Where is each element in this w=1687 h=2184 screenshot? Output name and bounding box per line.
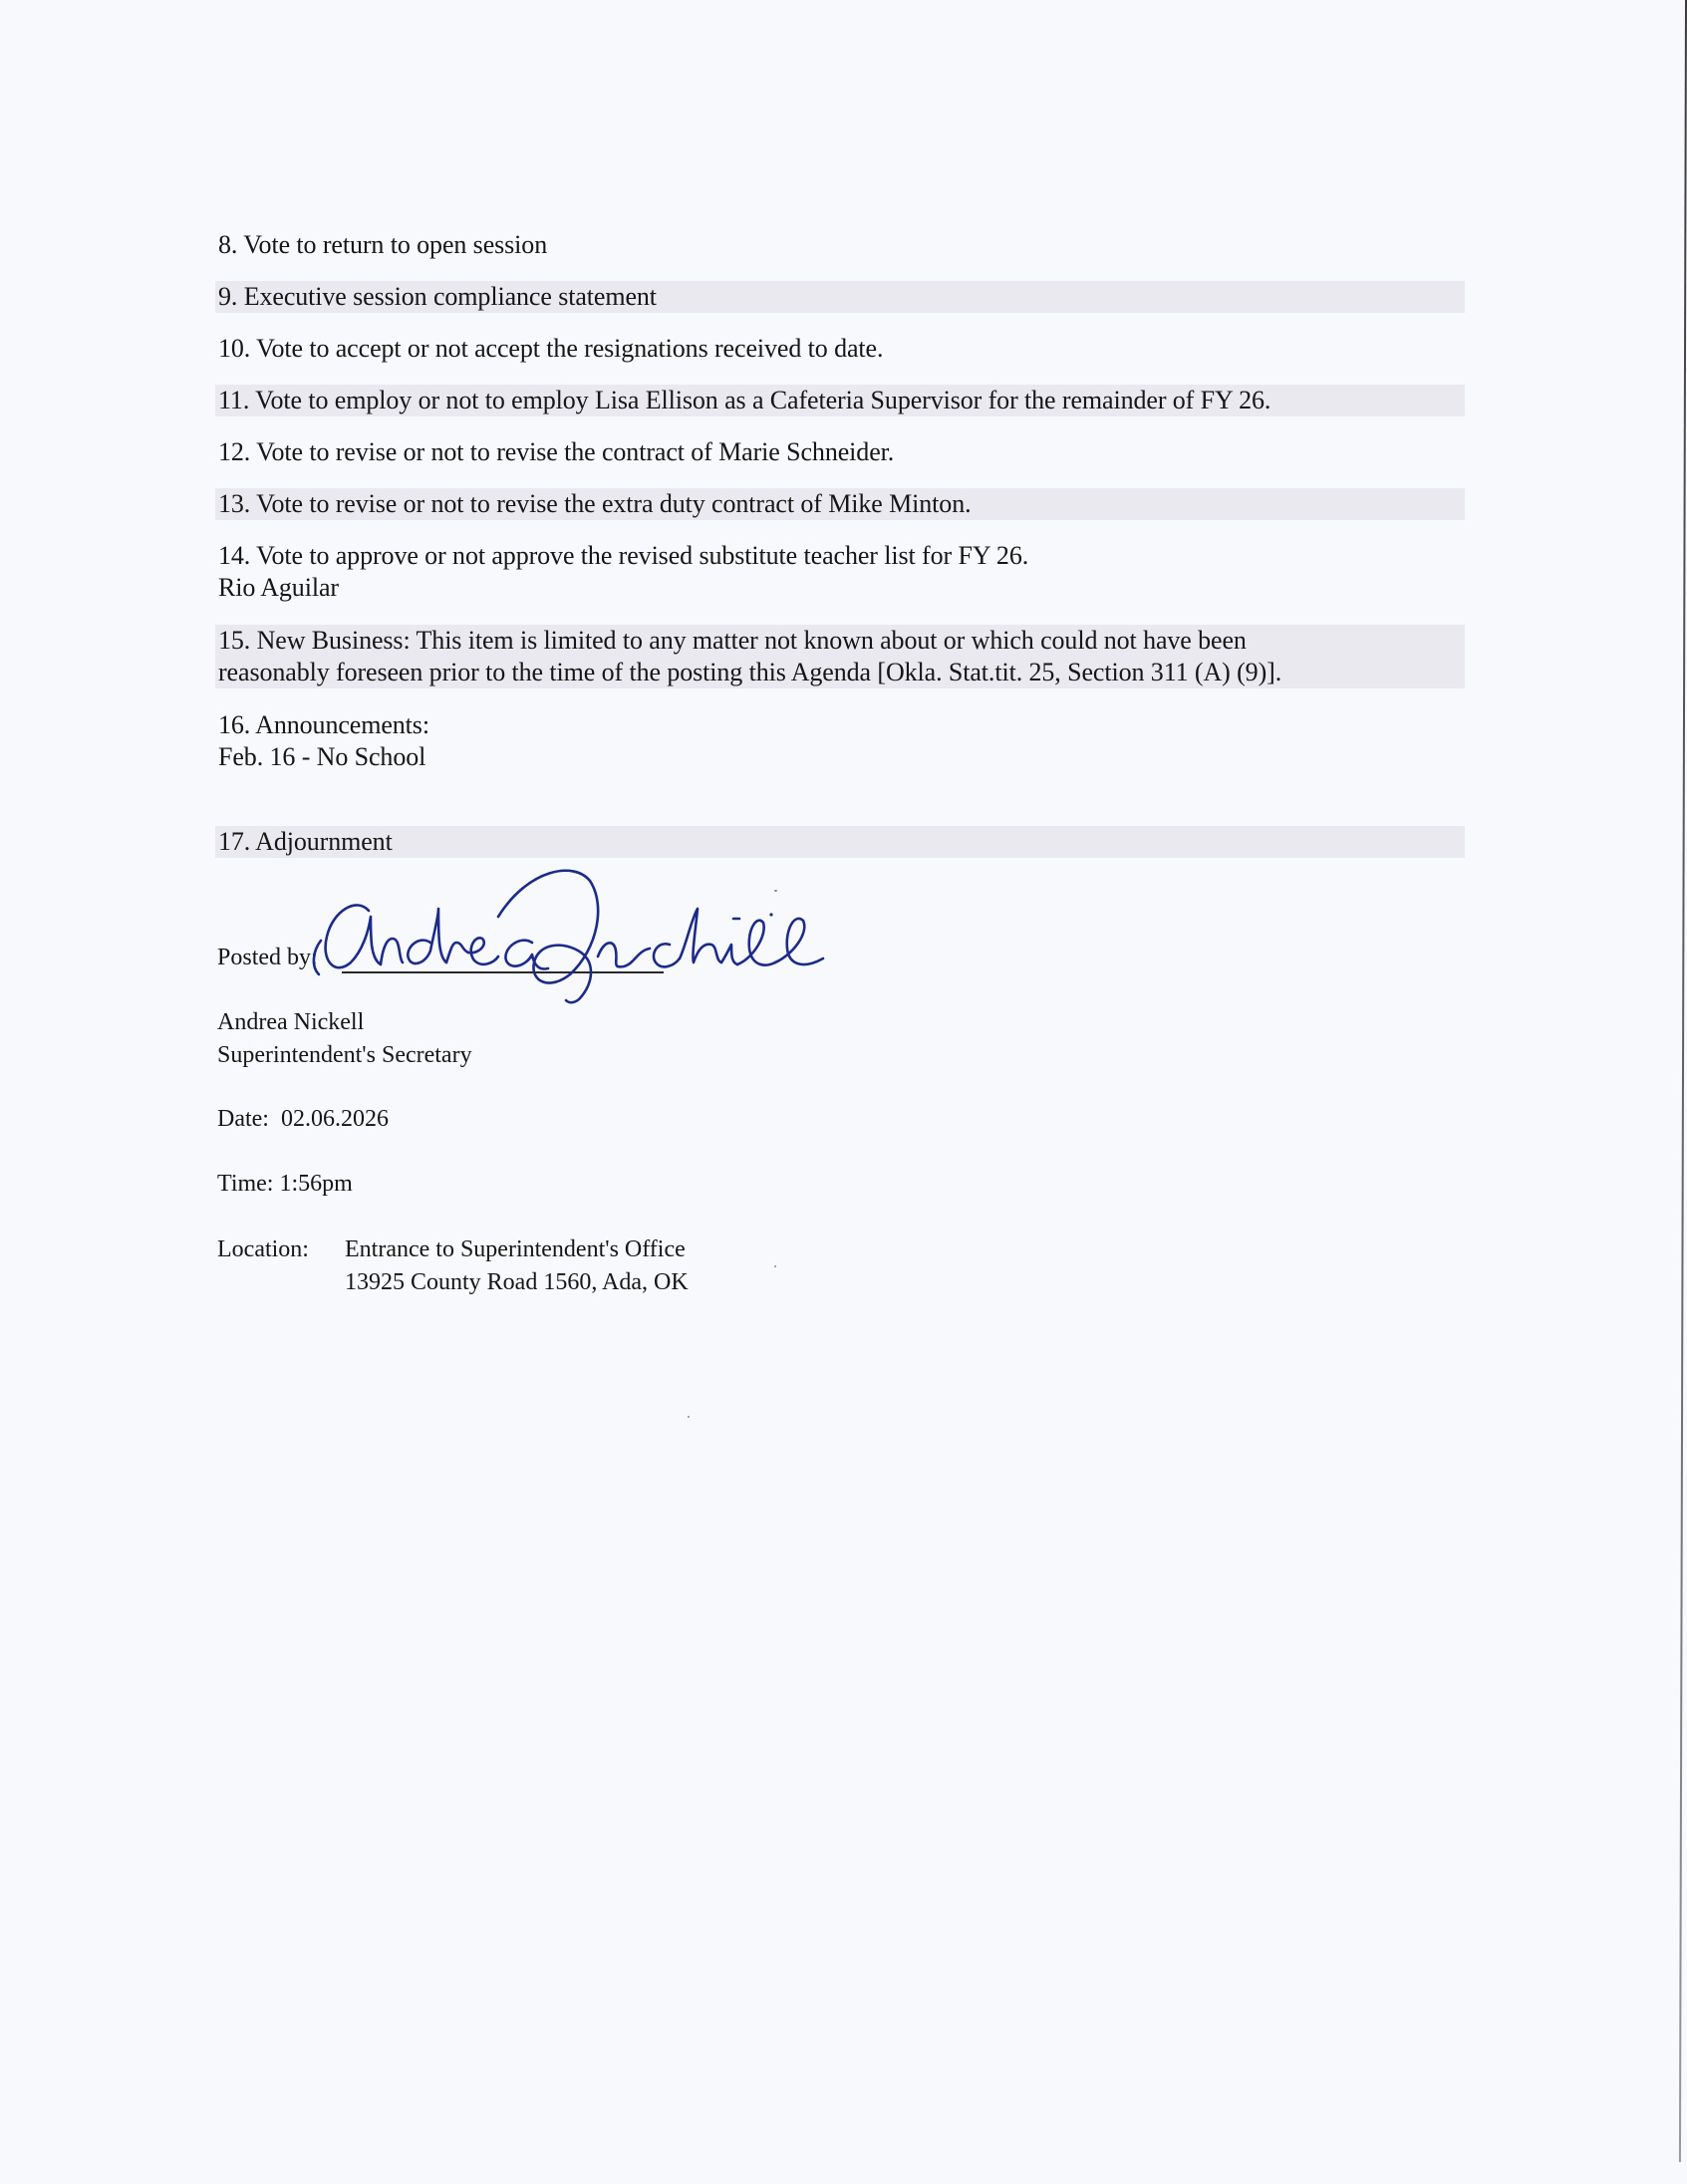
agenda-item-text: 17. Adjournment [218,827,393,856]
poster-title: Superintendent's Secretary [217,1042,472,1068]
agenda-item-13 [215,488,1465,520]
agenda-item-text: 8. Vote to return to open session [218,230,548,259]
agenda-item-17 [215,826,1465,858]
agenda-item-text: 15. New Business: This item is limited to any matter not known about or which could not have been [218,626,1247,655]
location-values [345,1233,689,1299]
agenda-item-12 [215,436,1465,468]
announcement-text: Feb. 16 - No School [218,742,426,771]
agenda-item-text: 10. Vote to accept or not accept the resignations received to date. [218,334,884,363]
scan-edge-line [1679,0,1687,2162]
location-line-1: Entrance to Superintendent's Office [345,1236,686,1262]
handwritten-signature [299,859,877,1008]
agenda-item-text: 11. Vote to employ or not to employ Lisa Ellison as a Cafeteria Supervisor for the remainder of FY 26. [218,386,1271,414]
scan-speck [688,1416,690,1418]
agenda-item-8 [215,229,1465,261]
agenda-item-9 [215,281,1465,313]
agenda-item-text: 9. Executive session compliance statement [218,282,657,311]
agenda-item-text: 16. Announcements: [218,710,429,739]
agenda-item-14 [215,540,1465,604]
agenda-item-10 [215,333,1465,365]
agenda-item-text: 12. Vote to revise or not to revise the contract of Marie Schneider. [218,437,895,466]
scan-speck [774,1265,776,1267]
agenda-item-text: 14. Vote to approve or not approve the revised substitute teacher list for FY 26. [218,541,1029,570]
posted-by-label: Posted by: [217,945,318,970]
location-label: Location: [217,1236,309,1262]
location-line-2: 13925 County Road 1560, Ada, OK [345,1269,689,1295]
agenda-item-text: 13. Vote to revise or not to revise the extra duty contract of Mike Minton. [218,489,972,518]
poster-name: Andrea Nickell [217,1009,365,1035]
scan-speck [774,890,777,892]
posted-date: Date: 02.06.2026 [217,1106,389,1132]
agenda-item-text-continued: reasonably foreseen prior to the time of the posting this Agenda [Okla. Stat.tit. 25, Section 311 (A) (9)]. [218,658,1282,686]
agenda-item-16 [215,709,1465,773]
posted-time: Time: 1:56pm [217,1171,353,1197]
agenda-item-11 [215,385,1465,416]
agenda-item-subtext: Rio Aguilar [218,573,339,602]
agenda-item-15 [215,625,1465,688]
